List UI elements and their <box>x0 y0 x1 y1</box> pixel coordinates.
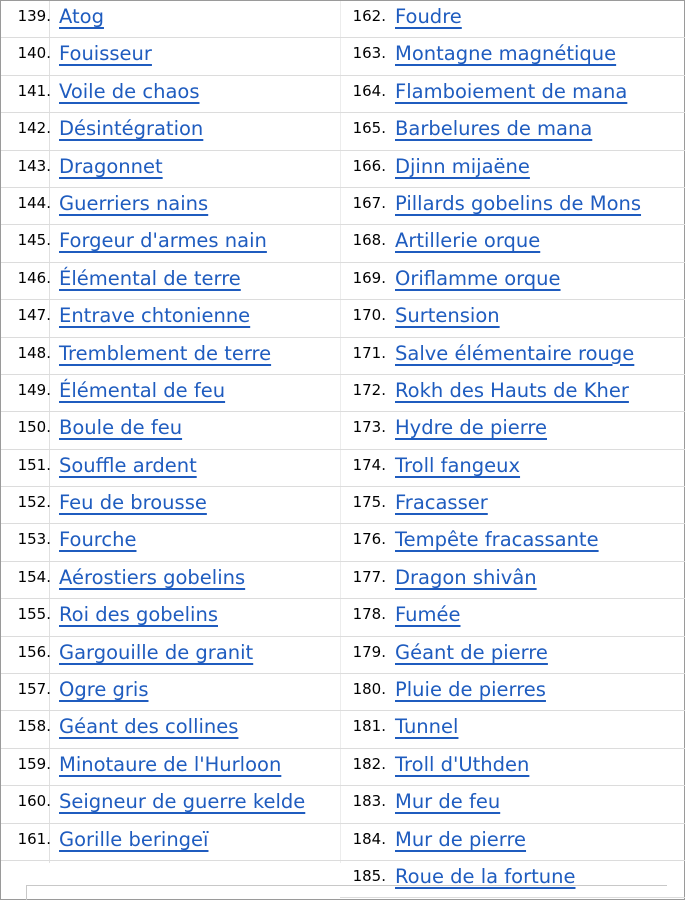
card-number: 144. <box>17 193 51 212</box>
card-list-row <box>340 113 685 150</box>
card-list-row <box>1 338 340 375</box>
card-name-link[interactable]: Fracasser <box>395 491 488 515</box>
card-name-link[interactable]: Oriflamme orque <box>395 266 561 290</box>
card-name-link[interactable]: Fouisseur <box>59 42 152 66</box>
card-list-row <box>340 263 685 300</box>
card-number: 140. <box>17 44 51 63</box>
card-number: 143. <box>17 156 51 175</box>
card-list-row <box>1 450 340 487</box>
card-list-row <box>1 188 340 225</box>
card-list-row <box>340 599 685 636</box>
card-number: 155. <box>17 605 51 624</box>
card-number: 145. <box>17 231 51 250</box>
card-name-link[interactable]: Surtension <box>395 304 500 328</box>
card-name-link[interactable]: Géant des collines <box>59 715 239 739</box>
card-name-link[interactable]: Troll fangeux <box>395 453 521 477</box>
card-name-link[interactable]: Mur de pierre <box>395 827 527 851</box>
card-number: 183. <box>352 792 386 811</box>
card-list-row <box>340 375 685 412</box>
card-number: 176. <box>352 530 386 549</box>
card-name-link[interactable]: Ogre gris <box>59 678 149 702</box>
card-number: 150. <box>17 418 51 437</box>
card-name-link[interactable]: Pillards gobelins de Mons <box>395 191 642 215</box>
card-list-row <box>1 524 340 561</box>
card-number: 166. <box>352 156 386 175</box>
card-name-link[interactable]: Dragonnet <box>59 154 163 178</box>
card-number: 184. <box>352 829 386 848</box>
card-name-link[interactable]: Fumée <box>395 603 461 627</box>
card-name-link[interactable]: Élémental de terre <box>59 266 241 290</box>
card-number: 170. <box>352 306 386 325</box>
card-name-link[interactable]: Boule de feu <box>59 416 183 440</box>
card-list-row <box>1 375 340 412</box>
card-number: 158. <box>17 717 51 736</box>
card-name-link[interactable]: Élémental de feu <box>59 378 226 402</box>
card-name-link[interactable]: Flamboiement de mana <box>395 79 628 103</box>
card-number: 171. <box>352 343 386 362</box>
card-name-link[interactable]: Barbelures de mana <box>395 117 593 141</box>
card-number: 151. <box>17 455 51 474</box>
card-name-link[interactable]: Forgeur d'armes nain <box>59 229 267 253</box>
card-number: 164. <box>352 81 386 100</box>
card-name-link[interactable]: Gargouille de granit <box>59 640 254 664</box>
card-number: 156. <box>17 642 51 661</box>
card-name-link[interactable]: Atog <box>59 5 104 28</box>
card-number: 141. <box>17 81 51 100</box>
card-number: 182. <box>352 754 386 773</box>
card-list-row <box>340 487 685 524</box>
card-number: 168. <box>352 231 386 250</box>
card-list-row <box>1 113 340 150</box>
card-name-link[interactable]: Entrave chtonienne <box>59 304 251 328</box>
card-number: 152. <box>17 493 51 512</box>
card-number: 160. <box>17 792 51 811</box>
card-name-link[interactable]: Guerriers nains <box>59 191 209 215</box>
card-list-row <box>1 1 340 38</box>
card-name-link[interactable]: Feu de brousse <box>59 491 207 515</box>
card-list-row <box>1 225 340 262</box>
card-name-link[interactable]: Aérostiers gobelins <box>59 565 246 589</box>
card-name-link[interactable]: Gorille beringeï <box>59 827 209 851</box>
card-name-link[interactable]: Tremblement de terre <box>59 341 272 365</box>
card-number: 169. <box>352 268 386 287</box>
card-list-row <box>340 786 685 823</box>
card-name-link[interactable]: Seigneur de guerre kelde <box>59 790 306 814</box>
card-number: 149. <box>17 380 51 399</box>
card-list-row <box>340 338 685 375</box>
card-name-link[interactable]: Minotaure de l'Hurloon <box>59 752 282 776</box>
card-name-link[interactable]: Montagne magnétique <box>395 42 617 66</box>
card-number: 147. <box>17 306 51 325</box>
card-list-row <box>1 786 340 823</box>
card-list-row <box>340 38 685 75</box>
card-list-row <box>1 711 340 748</box>
card-list-row <box>1 599 340 636</box>
card-name-link[interactable]: Tunnel <box>395 715 459 739</box>
card-number: 172. <box>352 380 386 399</box>
card-number: 177. <box>352 567 386 586</box>
card-list-row <box>1 38 340 75</box>
card-name-link[interactable]: Roi des gobelins <box>59 603 218 627</box>
card-list-row <box>340 450 685 487</box>
card-number: 148. <box>17 343 51 362</box>
card-number: 157. <box>17 680 51 699</box>
card-number: 162. <box>352 7 386 25</box>
card-number: 174. <box>352 455 386 474</box>
card-list-row <box>1 824 340 861</box>
card-list-row <box>340 749 685 786</box>
left-card-column <box>1 1 340 861</box>
card-number: 159. <box>17 754 51 773</box>
card-list-row <box>1 562 340 599</box>
card-number: 179. <box>352 642 386 661</box>
card-name-link[interactable]: Artillerie orque <box>395 229 541 253</box>
card-name-link[interactable]: Foudre <box>395 5 462 28</box>
card-number: 173. <box>352 418 386 437</box>
card-number: 185. <box>352 866 386 885</box>
card-list-row <box>1 412 340 449</box>
card-list-row <box>340 674 685 711</box>
card-list-row <box>340 711 685 748</box>
card-number: 165. <box>352 119 386 138</box>
card-name-link[interactable]: Voile de chaos <box>59 79 200 103</box>
card-number: 154. <box>17 567 51 586</box>
card-name-link[interactable]: Géant de pierre <box>395 640 548 664</box>
card-list-row <box>1 749 340 786</box>
card-list-row <box>1 300 340 337</box>
card-list-row <box>340 225 685 262</box>
card-number: 142. <box>17 119 51 138</box>
card-list-row <box>340 76 685 113</box>
card-name-link[interactable]: Tempête fracassante <box>395 528 599 552</box>
card-name-link[interactable]: Djinn mijaëne <box>395 154 530 178</box>
card-number: 139. <box>17 7 51 25</box>
card-name-link[interactable]: Troll d'Uthden <box>395 752 530 776</box>
card-list-row <box>1 637 340 674</box>
card-list-row <box>340 637 685 674</box>
card-list-row <box>1 674 340 711</box>
card-name-link[interactable]: Rokh des Hauts de Kher <box>395 378 629 402</box>
card-number: 153. <box>17 530 51 549</box>
card-number: 146. <box>17 268 51 287</box>
card-name-link[interactable]: Salve élémentaire rouge <box>395 341 635 365</box>
card-number: 178. <box>352 605 386 624</box>
card-name-link[interactable]: Roue de la fortune <box>395 864 576 888</box>
card-name-link[interactable]: Désintégration <box>59 117 204 141</box>
card-list-row <box>340 151 685 188</box>
card-number: 167. <box>352 193 386 212</box>
card-list-row <box>340 1 685 38</box>
card-name-link[interactable]: Souffle ardent <box>59 453 197 477</box>
sheet-bottom-edge <box>26 885 667 900</box>
card-number: 181. <box>352 717 386 736</box>
card-list-row <box>340 188 685 225</box>
card-name-link[interactable]: Fourche <box>59 528 137 552</box>
card-name-link[interactable]: Mur de feu <box>395 790 501 814</box>
right-card-column <box>340 1 685 898</box>
card-name-link[interactable]: Pluie de pierres <box>395 678 546 702</box>
card-list-row <box>1 487 340 524</box>
card-list-row <box>340 824 685 861</box>
card-list-row <box>1 76 340 113</box>
card-number: 161. <box>17 829 51 848</box>
card-list-row <box>1 151 340 188</box>
card-list-row <box>340 524 685 561</box>
card-list-row <box>1 263 340 300</box>
card-list-row <box>340 562 685 599</box>
card-list-row <box>340 300 685 337</box>
card-number: 175. <box>352 493 386 512</box>
card-name-link[interactable]: Hydre de pierre <box>395 416 547 440</box>
card-name-link[interactable]: Dragon shivân <box>395 565 537 589</box>
card-list-row <box>340 412 685 449</box>
card-number: 163. <box>352 44 386 63</box>
card-number: 180. <box>352 680 386 699</box>
